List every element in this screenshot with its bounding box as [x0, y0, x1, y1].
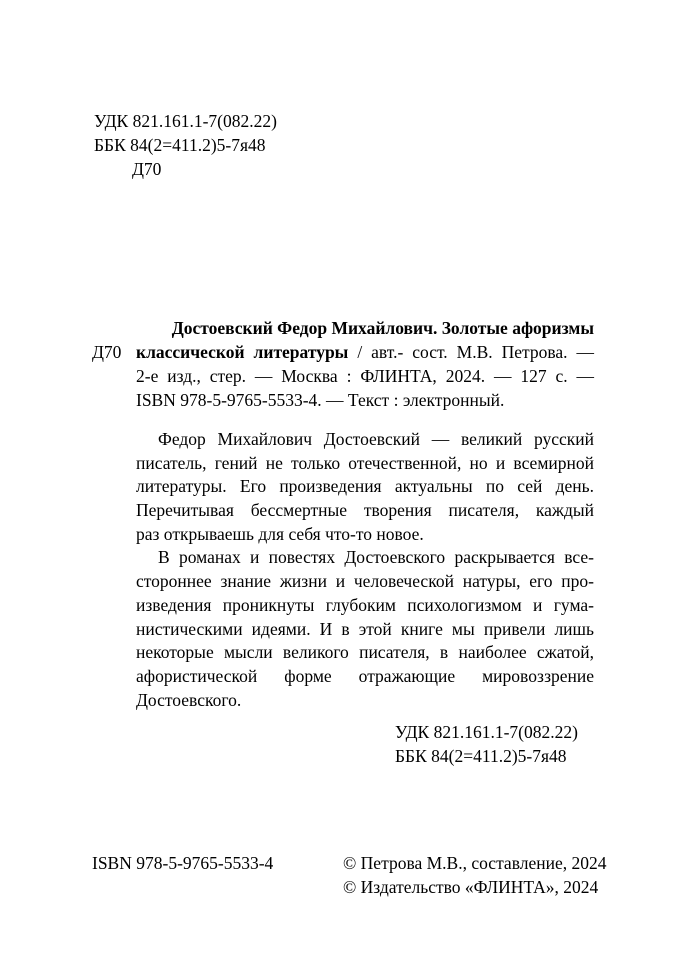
- annotation-line: раз открываешь для себя что-то новое.: [136, 523, 424, 544]
- biblio-line-3: [136, 364, 594, 388]
- bibliographic-record: [136, 316, 594, 412]
- copyright-compiler: © Петрова М.В., составление, 2024: [343, 853, 607, 873]
- annotation-line: изведения проникнуты глубоким психологизмом и гума-: [136, 594, 594, 615]
- annotation-line: некоторые мысли великого писателя, в наиболее сжатой,: [136, 642, 594, 663]
- classification-top: [94, 109, 277, 157]
- isbn-footer: ISBN 978-5-9765-5533-4: [92, 853, 274, 873]
- author-mark-side: Д70: [92, 342, 122, 362]
- author-mark-top: Д70: [132, 159, 162, 179]
- classification-bottom: [395, 720, 578, 768]
- bbk-code-bottom: ББК 84(2=411.2)5-7я48: [395, 746, 567, 766]
- annotation: [136, 428, 594, 712]
- udk-code-top: УДК 821.161.1-7(082.22): [94, 111, 277, 131]
- udk-code-bottom: УДК 821.161.1-7(082.22): [395, 722, 578, 742]
- annotation-line: писатель, гений не только отечественной, но и всемирной: [136, 452, 594, 473]
- biblio-edition: 2-е изд., стер. — Москва : ФЛИНТА, 2024. — 127 с. —: [136, 366, 594, 386]
- annotation-line: афористической форме отражающие мировоззрение: [136, 665, 594, 686]
- annotation-line: Достоевского.: [136, 689, 242, 710]
- biblio-responsibility: / авт.- сост. М.В. Петрова. —: [348, 342, 595, 362]
- biblio-line-2: [136, 340, 594, 364]
- copyright-publisher: © Издательство «ФЛИНТА», 2024: [343, 877, 599, 897]
- biblio-line-4: [136, 388, 594, 412]
- biblio-isbn: ISBN 978-5-9765-5533-4. — Текст : электронный.: [136, 390, 505, 410]
- bbk-code-top: ББК 84(2=411.2)5-7я48: [94, 135, 266, 155]
- annotation-line: Федор Михайлович Достоевский — великий русский: [158, 429, 594, 449]
- biblio-title-bold-cont: классической литературы: [136, 342, 349, 362]
- annotation-line: нистическими идеями. И в этой книге мы привели лишь: [136, 618, 594, 639]
- annotation-line: стороннее знание жизни и человеческой натуры, его про-: [136, 571, 594, 592]
- biblio-line-1: [136, 316, 594, 340]
- biblio-title-bold: Достоевский Федор Михайлович. Золотые афоризмы: [171, 318, 594, 338]
- annotation-line: В романах и повестях Достоевского раскрывается все-: [158, 547, 594, 568]
- annotation-line: литературы. Его произведения актуальны по сей день.: [136, 476, 594, 497]
- copyright-block: [343, 851, 606, 899]
- annotation-line: Перечитывая бессмертные творения писателя, каждый: [136, 500, 594, 521]
